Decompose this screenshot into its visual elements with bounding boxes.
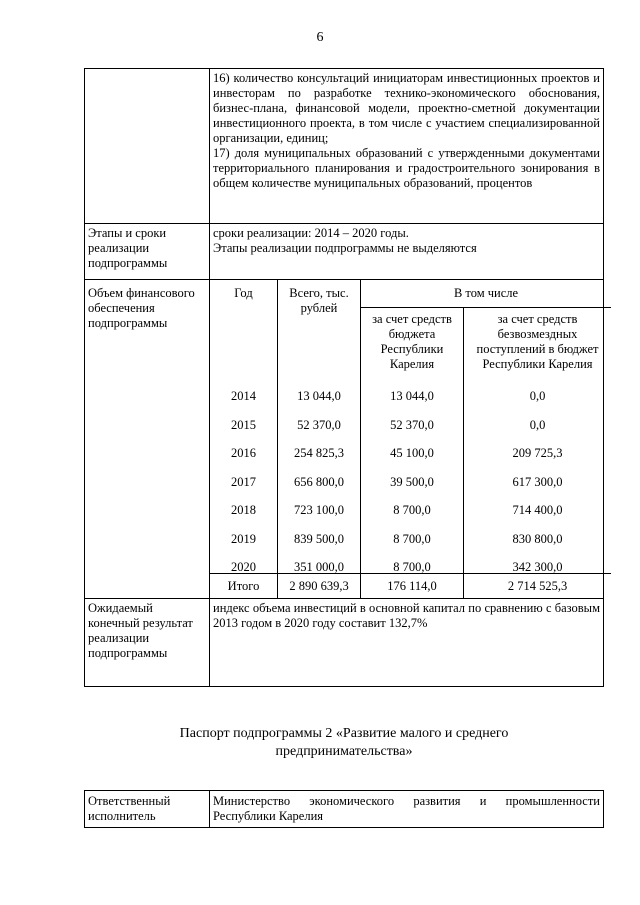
finance-grid [210,280,603,598]
responsible-text: Министерство экономического развития и промышленности Республики Карелия [210,791,604,828]
col-budget-header: за счет средств бюджета Республики Карелия [372,312,452,371]
finance-cell-year: 2017 [231,474,256,489]
finance-cell-year: 2018 [231,503,256,517]
page-number: 6 [316,30,324,45]
finance-cell-year: 2015 [231,417,256,432]
responsible-label: Ответственный исполнитель [85,791,210,828]
total-year: Итого [227,579,260,593]
finance-cell-total: 13 044,0 [297,389,341,403]
finance-cell-total: 351 000,0 [294,560,344,574]
result-row [85,599,604,687]
finance-cell-budget: 52 370,0 [390,417,434,432]
finance-cell-budget: 8 700,0 [393,503,431,517]
col-grants-header: за счет средств безвозмездных поступлений в бюджет Республики Карелия [476,312,599,371]
passport-table [84,68,604,687]
result-label: Ожидаемый конечный результат реализации подпрограммы [85,599,210,687]
subprogram-2-title-line-2: предпринимательства» [275,744,413,759]
finance-cell-total: 254 825,3 [294,446,344,460]
stages-line-2: Этапы реализации подпрограммы не выделяются [213,241,477,255]
stages-cell [210,224,604,280]
finance-cell-budget: 8 700,0 [393,531,431,546]
total-grants: 2 714 525,3 [507,579,568,593]
finance-cell-grants: 830 800,0 [512,531,563,546]
indicators-cell [210,69,604,224]
finance-cell-budget: 13 044,0 [390,389,434,403]
result-text: индекс объема инвестиций в основной капитал по сравнению с базовым 2013 годом в 2020 году составит 132,7% [210,599,604,687]
finance-cell-year: 2019 [231,531,256,546]
finance-cell-year: 2014 [231,389,256,403]
finance-cell-grants: 0,0 [529,417,546,432]
responsible-table [84,790,604,828]
finance-cell-budget: 45 100,0 [390,446,434,460]
finance-label: Объем финансового обеспечения подпрограммы [85,280,210,599]
responsible-row [85,791,604,828]
indicators-row [85,69,604,224]
subprogram-2-title-line-1: Паспорт подпрограммы 2 «Развитие малого и среднего [179,726,509,741]
finance-cell-grants: 714 400,0 [512,503,563,517]
finance-cell-total: 52 370,0 [297,417,341,432]
total-total: 2 890 639,3 [289,579,349,593]
indicator-17: 17) доля муниципальных образований с утвержденными документами территориального планирования и градостроительного зонирования в общем количестве муниципальных образований, процентов [213,146,600,190]
indicator-16: 16) количество консультаций инициаторам инвестиционных проектов и инвесторам по разработке технико-экономического обоснования, бизнес-плана, финансовой модели, проектно-сметной документации инвестиционного проекта, в том числе с участием специализированной организации, единиц; [213,71,600,145]
finance-cell-grants: 617 300,0 [512,474,563,489]
finance-cell-year: 2020 [231,560,256,574]
total-budget: 176 114,0 [387,579,437,593]
finance-cell-total: 656 800,0 [294,474,344,489]
stages-row [85,224,604,280]
finance-cell-grants: 342 300,0 [512,560,563,574]
finance-row [85,280,604,599]
stages-label: Этапы и сроки реализации подпрограммы [85,224,210,280]
col-group-header: В том числе [453,286,519,300]
col-total-header: Всего, тыс. рублей [289,286,349,315]
stages-line-1: сроки реализации: 2014 – 2020 годы. [213,226,409,240]
col-year-header: Год [234,286,253,300]
finance-cell-grants: 209 725,3 [512,446,563,460]
subprogram-2-title [84,725,604,761]
finance-cell-year: 2016 [231,446,256,460]
finance-cell-grants: 0,0 [529,389,546,403]
finance-cell-total: 723 100,0 [294,503,344,517]
indicators-label-cell [85,69,210,224]
finance-cell-total: 839 500,0 [294,531,344,546]
finance-cell-budget: 8 700,0 [393,560,431,574]
finance-cell [210,280,604,599]
finance-cell-budget: 39 500,0 [390,474,434,489]
